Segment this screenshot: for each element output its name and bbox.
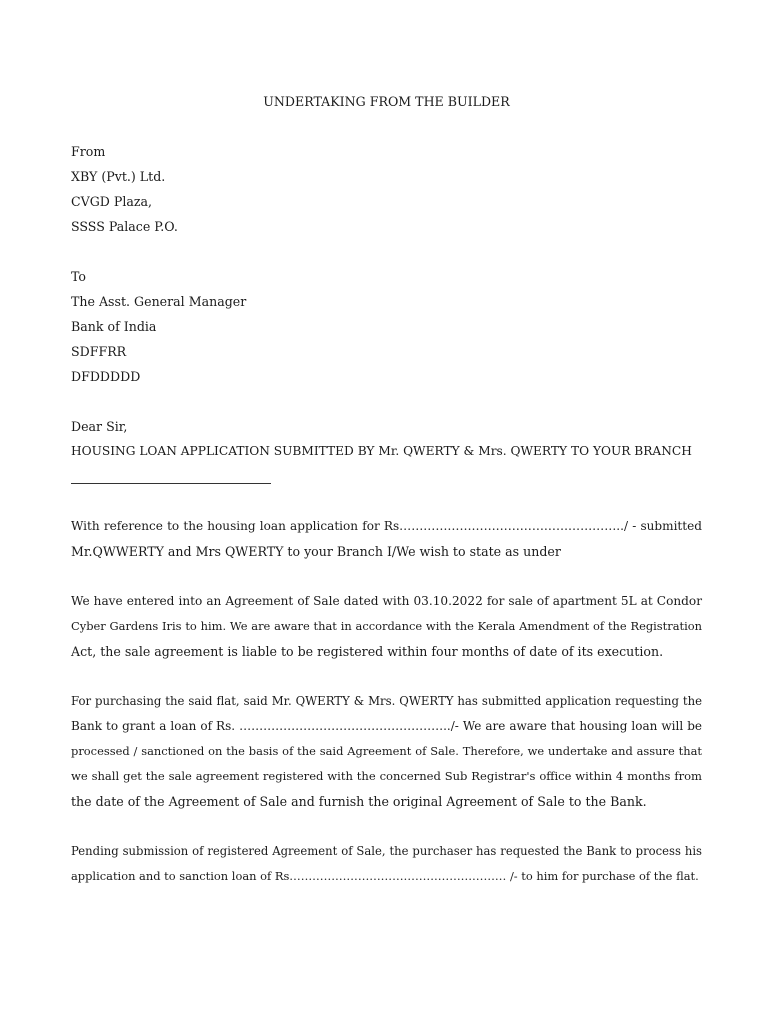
paragraph-pending-submission bbox=[71, 839, 702, 889]
salutation-block bbox=[71, 414, 702, 464]
paragraph-reference bbox=[71, 514, 702, 564]
paragraph-line: processed / sanctioned on the basis of the said Agreement of Sale. Therefore, we undertake and assure that bbox=[71, 744, 702, 758]
paragraph-line: Mr.QWWERTY and Mrs QWERTY to your Branch I/We wish to state as under bbox=[71, 544, 561, 559]
paragraph-line: the date of the Agreement of Sale and furnish the original Agreement of Sale to the Bank. bbox=[71, 794, 647, 809]
document-title: UNDERTAKING FROM THE BUILDER bbox=[263, 94, 510, 109]
subject-line: HOUSING LOAN APPLICATION SUBMITTED BY Mr. QWERTY & Mrs. QWERTY TO YOUR BRANCH bbox=[71, 444, 692, 458]
paragraph-line: We have entered into an Agreement of Sale dated with 03.10.2022 for sale of apartment 5L at Condor bbox=[71, 594, 702, 608]
to-label: To bbox=[71, 269, 87, 284]
to-address-block bbox=[71, 264, 702, 389]
subject-underline bbox=[71, 483, 271, 484]
paragraph-agreement bbox=[71, 589, 702, 664]
paragraph-line: For purchasing the said flat, said Mr. QWERTY & Mrs. QWERTY has submitted application requesting the bbox=[71, 694, 702, 708]
paragraph-line: With reference to the housing loan application for Rs………………………………………………../ - submitted bbox=[71, 519, 702, 533]
paragraph-line: Pending submission of registered Agreement of Sale, the purchaser has requested the Bank to process his bbox=[71, 844, 702, 858]
to-bank-name: Bank of India bbox=[71, 319, 157, 334]
paragraph-line: Act, the sale agreement is liable to be registered within four months of date of its execution. bbox=[71, 644, 664, 659]
to-recipient-title: The Asst. General Manager bbox=[71, 294, 247, 309]
paragraph-line: Cyber Gardens Iris to him. We are aware that in accordance with the Kerala Amendment of the Registration bbox=[71, 619, 702, 633]
from-post-office: SSSS Palace P.O. bbox=[71, 219, 178, 234]
paragraph-line: we shall get the sale agreement registered with the concerned Sub Registrar's office within 4 months from bbox=[71, 769, 702, 783]
from-street: CVGD Plaza, bbox=[71, 194, 153, 209]
from-address-block bbox=[71, 139, 702, 239]
paragraph-undertaking bbox=[71, 689, 702, 814]
to-address-line-1: SDFFRR bbox=[71, 344, 127, 359]
paragraph-line: application and to sanction loan of Rs………………………………………………… /- to him for purchase of the flat. bbox=[71, 869, 699, 883]
to-address-line-2: DFDDDDD bbox=[71, 369, 141, 384]
from-company: XBY (Pvt.) Ltd. bbox=[71, 169, 166, 184]
paragraph-line: Bank to grant a loan of Rs. ……………………………………………../- We are aware that housing loan will be bbox=[71, 719, 702, 733]
from-label: From bbox=[71, 144, 106, 159]
salutation: Dear Sir, bbox=[71, 419, 128, 434]
